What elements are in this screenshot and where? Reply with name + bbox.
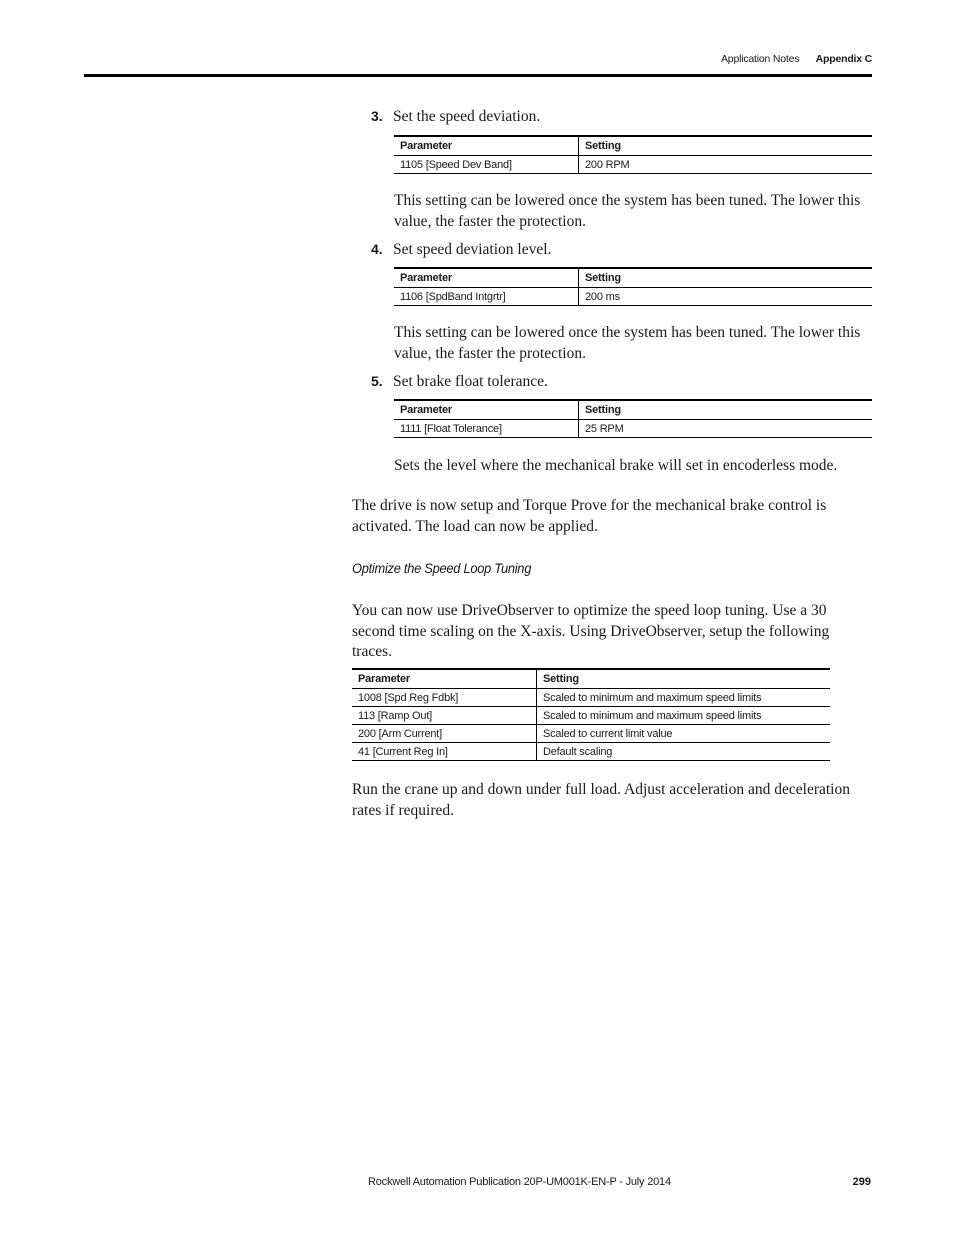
step-5-note: Sets the level where the mechanical brake will set in encoderless mode. xyxy=(394,457,838,474)
run-crane-paragraph: Run the crane up and down under full load. Adjust acceleration and deceleration rates if required. xyxy=(352,781,850,819)
step-5 xyxy=(371,373,548,391)
table-header-row xyxy=(394,268,872,288)
step-number: 5. xyxy=(371,373,383,389)
step-4-note: This setting can be lowered once the system has been tuned. The lower this value, the faster the protection. xyxy=(394,324,861,362)
parameter-cell: 113 [Ramp Out] xyxy=(352,707,537,725)
step-number: 3. xyxy=(371,108,383,124)
column-header-setting: Setting xyxy=(579,400,873,420)
step-4 xyxy=(371,241,551,259)
speed-dev-band-table xyxy=(394,135,872,174)
running-header-appendix: Appendix C xyxy=(815,53,872,65)
trace-settings-table xyxy=(352,668,830,761)
parameter-cell: 1106 [SpdBand Intgrtr] xyxy=(394,288,579,306)
parameter-cell: 1008 [Spd Reg Fdbk] xyxy=(352,689,537,707)
setting-cell: Scaled to minimum and maximum speed limits xyxy=(537,707,831,725)
setting-cell: 200 RPM xyxy=(579,156,873,174)
setting-cell: Default scaling xyxy=(537,743,831,761)
column-header-parameter: Parameter xyxy=(352,669,537,689)
section-subheading: Optimize the Speed Loop Tuning xyxy=(352,560,532,576)
parameter-cell: 1111 [Float Tolerance] xyxy=(394,420,579,438)
running-header-section: Application Notes xyxy=(721,53,800,65)
table-header-row xyxy=(352,669,830,689)
column-header-setting: Setting xyxy=(537,669,831,689)
column-header-parameter: Parameter xyxy=(394,136,579,156)
parameter-cell: 41 [Current Reg In] xyxy=(352,743,537,761)
step-text: Set speed deviation level. xyxy=(393,241,552,258)
float-tolerance-table xyxy=(394,399,872,438)
page-number: 299 xyxy=(852,1176,871,1188)
step-text: Set the speed deviation. xyxy=(393,108,541,125)
setting-cell: Scaled to minimum and maximum speed limits xyxy=(537,689,831,707)
setting-cell: Scaled to current limit value xyxy=(537,725,831,743)
table-header-row xyxy=(394,136,872,156)
table-header-row xyxy=(394,400,872,420)
table-row xyxy=(394,288,872,306)
step-3 xyxy=(371,108,540,126)
step-3-note: This setting can be lowered once the system has been tuned. The lower this value, the faster the protection. xyxy=(394,192,861,230)
parameter-cell: 1105 [Speed Dev Band] xyxy=(394,156,579,174)
driveobserver-paragraph: You can now use DriveObserver to optimize the speed loop tuning. Use a 30 second time scaling on the X-axis. Using DriveObserver, setup the following traces. xyxy=(352,602,830,660)
step-text: Set brake float tolerance. xyxy=(393,373,548,390)
table-row xyxy=(352,725,830,743)
setup-paragraph: The drive is now setup and Torque Prove for the mechanical brake control is activated. The load can now be applied. xyxy=(352,497,827,535)
header-rule xyxy=(84,74,872,77)
publication-footer: Rockwell Automation Publication 20P-UM001K-EN-P - July 2014 xyxy=(368,1176,671,1188)
table-row xyxy=(352,743,830,761)
table-row xyxy=(352,707,830,725)
table-row xyxy=(394,420,872,438)
column-header-setting: Setting xyxy=(579,136,873,156)
table-row xyxy=(352,689,830,707)
step-number: 4. xyxy=(371,241,383,257)
setting-cell: 200 ms xyxy=(579,288,873,306)
column-header-parameter: Parameter xyxy=(394,268,579,288)
column-header-parameter: Parameter xyxy=(394,400,579,420)
column-header-setting: Setting xyxy=(579,268,873,288)
setting-cell: 25 RPM xyxy=(579,420,873,438)
parameter-cell: 200 [Arm Current] xyxy=(352,725,537,743)
spdband-intgrtr-table xyxy=(394,267,872,306)
table-row xyxy=(394,156,872,174)
